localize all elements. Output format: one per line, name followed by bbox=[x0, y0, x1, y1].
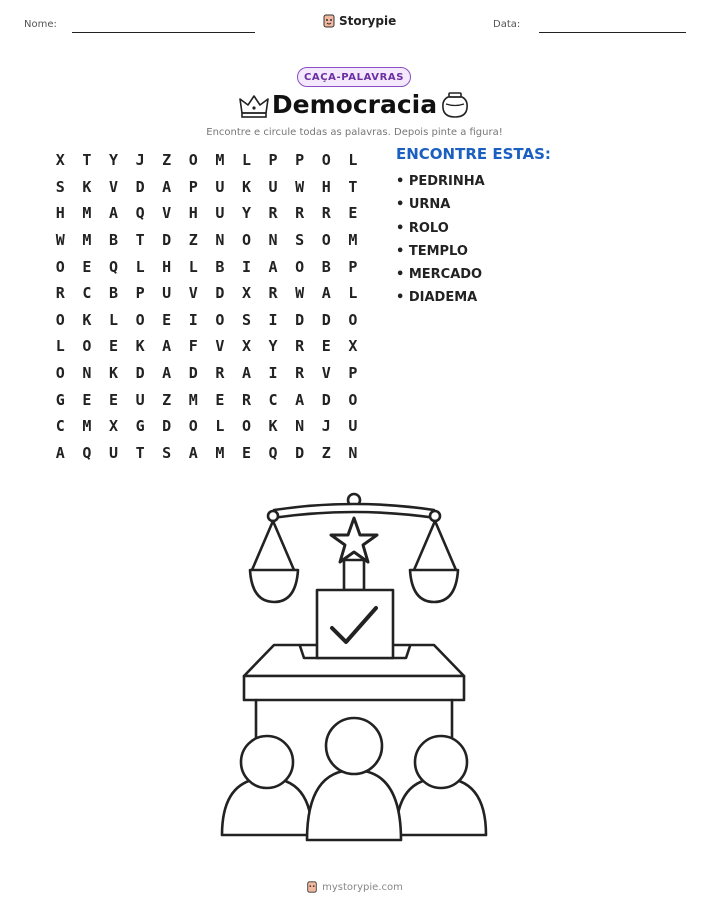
grid-letter[interactable]: L bbox=[348, 151, 358, 170]
grid-letter[interactable]: R bbox=[241, 390, 251, 409]
grid-letter[interactable]: F bbox=[188, 337, 198, 356]
grid-letter[interactable]: O bbox=[348, 310, 358, 329]
grid-letter[interactable]: P bbox=[348, 364, 358, 383]
grid-letter[interactable]: Q bbox=[268, 443, 278, 462]
grid-letter[interactable]: D bbox=[188, 364, 198, 383]
urn-icon bbox=[440, 90, 470, 120]
grid-letter[interactable]: E bbox=[348, 204, 358, 223]
brand-name: Storypie bbox=[339, 14, 397, 28]
grid-letter[interactable]: E bbox=[108, 390, 118, 409]
grid-letter[interactable]: D bbox=[135, 177, 145, 196]
grid-letter[interactable]: I bbox=[241, 257, 251, 276]
word-item: • MERCADO bbox=[396, 267, 483, 283]
grid-letter[interactable]: A bbox=[162, 337, 172, 356]
grid-letter[interactable]: D bbox=[295, 443, 305, 462]
grid-letter[interactable]: U bbox=[162, 284, 172, 303]
grid-letter[interactable]: I bbox=[268, 364, 278, 383]
grid-letter[interactable]: K bbox=[82, 177, 92, 196]
grid-letter[interactable]: T bbox=[135, 443, 145, 462]
grid-letter[interactable]: U bbox=[108, 443, 118, 462]
grid-letter[interactable]: P bbox=[188, 177, 198, 196]
name-label: Nome: bbox=[24, 19, 57, 30]
grid-letter[interactable]: A bbox=[295, 390, 305, 409]
grid-letter[interactable]: A bbox=[162, 364, 172, 383]
word-item: • TEMPLO bbox=[396, 243, 468, 259]
storypie-logo bbox=[322, 13, 396, 29]
grid-letter[interactable]: A bbox=[55, 443, 65, 462]
grid-letter[interactable]: J bbox=[135, 151, 145, 170]
grid-letter[interactable]: T bbox=[135, 231, 145, 250]
grid-letter[interactable]: E bbox=[321, 337, 331, 356]
word-list bbox=[396, 170, 485, 310]
grid-letter[interactable]: P bbox=[295, 151, 305, 170]
grid-letter[interactable]: O bbox=[321, 151, 331, 170]
grid-letter[interactable]: U bbox=[135, 390, 145, 409]
grid-letter[interactable]: Y bbox=[241, 204, 251, 223]
instructions: Encontre e circule todas as palavras. Depois pinte a figura! bbox=[206, 127, 503, 138]
grid-letter[interactable]: E bbox=[82, 390, 92, 409]
grid-letter[interactable]: I bbox=[188, 310, 198, 329]
grid-letter[interactable]: G bbox=[135, 417, 145, 436]
scales-of-justice-icon bbox=[250, 494, 458, 602]
grid-letter[interactable]: A bbox=[321, 284, 331, 303]
grid-letter[interactable]: K bbox=[268, 417, 278, 436]
grid-letter[interactable]: B bbox=[108, 284, 118, 303]
name-line[interactable] bbox=[72, 32, 255, 33]
grid-letter[interactable]: S bbox=[241, 310, 251, 329]
grid-letter[interactable]: Z bbox=[162, 151, 172, 170]
grid-letter[interactable]: G bbox=[55, 390, 65, 409]
grid-letter[interactable]: O bbox=[215, 310, 225, 329]
grid-letter[interactable]: X bbox=[108, 417, 118, 436]
grid-letter[interactable]: O bbox=[55, 257, 65, 276]
grid-letter[interactable]: H bbox=[188, 204, 198, 223]
grid-letter[interactable]: O bbox=[241, 417, 251, 436]
grid-letter[interactable]: R bbox=[55, 284, 65, 303]
grid-letter[interactable]: R bbox=[321, 204, 331, 223]
grid-letter[interactable]: L bbox=[348, 284, 358, 303]
grid-letter[interactable]: P bbox=[268, 151, 278, 170]
grid-letter[interactable]: O bbox=[295, 257, 305, 276]
grid-letter[interactable]: N bbox=[215, 231, 225, 250]
grid-letter[interactable]: J bbox=[321, 417, 331, 436]
word-search-grid[interactable] bbox=[47, 147, 366, 466]
grid-letter[interactable]: R bbox=[215, 364, 225, 383]
grid-letter[interactable]: O bbox=[55, 364, 65, 383]
grid-letter[interactable]: V bbox=[188, 284, 198, 303]
grid-letter[interactable]: R bbox=[268, 204, 278, 223]
grid-letter[interactable]: M bbox=[82, 204, 92, 223]
grid-letter[interactable]: T bbox=[348, 177, 358, 196]
grid-letter[interactable]: M bbox=[82, 231, 92, 250]
grid-letter[interactable]: E bbox=[162, 310, 172, 329]
grid-letter[interactable]: K bbox=[82, 310, 92, 329]
word-item: • PEDRINHA bbox=[396, 174, 485, 189]
grid-letter[interactable]: R bbox=[295, 364, 305, 383]
grid-letter[interactable]: O bbox=[55, 310, 65, 329]
grid-letter[interactable]: E bbox=[215, 390, 225, 409]
grid-letter[interactable]: C bbox=[82, 284, 92, 303]
grid-letter[interactable]: M bbox=[215, 443, 225, 462]
grid-letter[interactable]: L bbox=[108, 310, 118, 329]
people-group-icon bbox=[222, 718, 486, 840]
grid-letter[interactable]: S bbox=[295, 231, 305, 250]
grid-letter[interactable]: N bbox=[295, 417, 305, 436]
grid-letter[interactable]: Q bbox=[135, 204, 145, 223]
grid-letter[interactable]: X bbox=[55, 151, 65, 170]
grid-letter[interactable]: D bbox=[162, 231, 172, 250]
grid-letter[interactable]: V bbox=[108, 177, 118, 196]
grid-letter[interactable]: O bbox=[241, 231, 251, 250]
word-list-title: ENCONTRE ESTAS: bbox=[396, 145, 551, 163]
grid-letter[interactable]: C bbox=[268, 390, 278, 409]
grid-letter[interactable]: C bbox=[55, 417, 65, 436]
grid-letter[interactable]: S bbox=[162, 443, 172, 462]
grid-letter[interactable]: H bbox=[55, 204, 65, 223]
grid-letter[interactable]: E bbox=[241, 443, 251, 462]
grid-letter[interactable]: O bbox=[321, 231, 331, 250]
word-item: • ROLO bbox=[396, 220, 449, 236]
grid-letter[interactable]: V bbox=[162, 204, 172, 223]
mascot-icon bbox=[322, 13, 336, 29]
footer bbox=[0, 880, 709, 894]
grid-letter[interactable]: Z bbox=[162, 390, 172, 409]
grid-letter[interactable]: N bbox=[268, 231, 278, 250]
grid-letter[interactable]: O bbox=[82, 337, 92, 356]
grid-letter[interactable]: U bbox=[215, 204, 225, 223]
date-line[interactable] bbox=[539, 32, 686, 33]
grid-letter[interactable]: K bbox=[108, 364, 118, 383]
grid-letter[interactable]: Q bbox=[108, 257, 118, 276]
grid-letter[interactable]: X bbox=[241, 337, 251, 356]
mascot-icon bbox=[306, 880, 318, 894]
grid-letter[interactable]: D bbox=[215, 284, 225, 303]
grid-letter[interactable]: E bbox=[108, 337, 118, 356]
grid-letter[interactable]: P bbox=[135, 284, 145, 303]
grid-letter[interactable]: A bbox=[241, 364, 251, 383]
grid-letter[interactable]: L bbox=[135, 257, 145, 276]
grid-letter[interactable]: L bbox=[215, 417, 225, 436]
grid-letter[interactable]: Y bbox=[268, 337, 278, 356]
grid-letter[interactable]: K bbox=[135, 337, 145, 356]
grid-letter[interactable]: A bbox=[108, 204, 118, 223]
grid-letter[interactable]: D bbox=[135, 364, 145, 383]
grid-letter[interactable]: U bbox=[348, 417, 358, 436]
grid-letter[interactable]: H bbox=[162, 257, 172, 276]
grid-letter[interactable]: K bbox=[241, 177, 251, 196]
grid-letter[interactable]: A bbox=[188, 443, 198, 462]
grid-letter[interactable]: L bbox=[241, 151, 251, 170]
grid-letter[interactable]: N bbox=[348, 443, 358, 462]
grid-letter[interactable]: U bbox=[215, 177, 225, 196]
grid-letter[interactable]: B bbox=[108, 231, 118, 250]
word-item: • DIADEMA bbox=[396, 290, 478, 306]
grid-letter[interactable]: A bbox=[268, 257, 278, 276]
grid-letter[interactable]: D bbox=[321, 310, 331, 329]
grid-letter[interactable]: L bbox=[55, 337, 65, 356]
grid-letter[interactable]: N bbox=[82, 364, 92, 383]
grid-letter[interactable]: L bbox=[188, 257, 198, 276]
footer-url[interactable]: mystorypie.com bbox=[322, 881, 403, 893]
grid-letter[interactable]: Y bbox=[108, 151, 118, 170]
word-item: • URNA bbox=[396, 197, 451, 213]
grid-letter[interactable]: P bbox=[348, 257, 358, 276]
grid-letter[interactable]: M bbox=[348, 231, 358, 250]
grid-letter[interactable]: Z bbox=[188, 231, 198, 250]
grid-letter[interactable]: H bbox=[321, 177, 331, 196]
grid-letter[interactable]: M bbox=[215, 151, 225, 170]
page-title: Democracia bbox=[271, 90, 438, 119]
grid-letter[interactable]: E bbox=[82, 257, 92, 276]
grid-letter[interactable]: Z bbox=[321, 443, 331, 462]
democracy-coloring-illustration bbox=[214, 490, 494, 850]
activity-badge: CAÇA-PALAVRAS bbox=[297, 67, 411, 87]
grid-letter[interactable]: B bbox=[215, 257, 225, 276]
grid-letter[interactable]: A bbox=[162, 177, 172, 196]
grid-letter[interactable]: O bbox=[188, 417, 198, 436]
grid-letter[interactable]: O bbox=[348, 390, 358, 409]
grid-letter[interactable]: W bbox=[295, 284, 305, 303]
grid-letter[interactable]: X bbox=[348, 337, 358, 356]
grid-letter[interactable]: D bbox=[162, 417, 172, 436]
grid-letter[interactable]: W bbox=[55, 231, 65, 250]
grid-letter[interactable]: V bbox=[321, 364, 331, 383]
grid-letter[interactable]: O bbox=[188, 151, 198, 170]
grid-letter[interactable]: X bbox=[241, 284, 251, 303]
grid-letter[interactable]: D bbox=[295, 310, 305, 329]
grid-letter[interactable]: B bbox=[321, 257, 331, 276]
grid-letter[interactable]: R bbox=[295, 337, 305, 356]
grid-letter[interactable]: D bbox=[321, 390, 331, 409]
grid-letter[interactable]: V bbox=[215, 337, 225, 356]
grid-letter[interactable]: Q bbox=[82, 443, 92, 462]
grid-letter[interactable]: M bbox=[188, 390, 198, 409]
grid-letter[interactable]: W bbox=[295, 177, 305, 196]
grid-letter[interactable]: U bbox=[268, 177, 278, 196]
grid-letter[interactable]: O bbox=[135, 310, 145, 329]
grid-letter[interactable]: T bbox=[82, 151, 92, 170]
grid-letter[interactable]: R bbox=[268, 284, 278, 303]
date-label: Data: bbox=[493, 19, 521, 30]
grid-letter[interactable]: M bbox=[82, 417, 92, 436]
grid-letter[interactable]: S bbox=[55, 177, 65, 196]
grid-letter[interactable]: I bbox=[268, 310, 278, 329]
grid-letter[interactable]: R bbox=[295, 204, 305, 223]
